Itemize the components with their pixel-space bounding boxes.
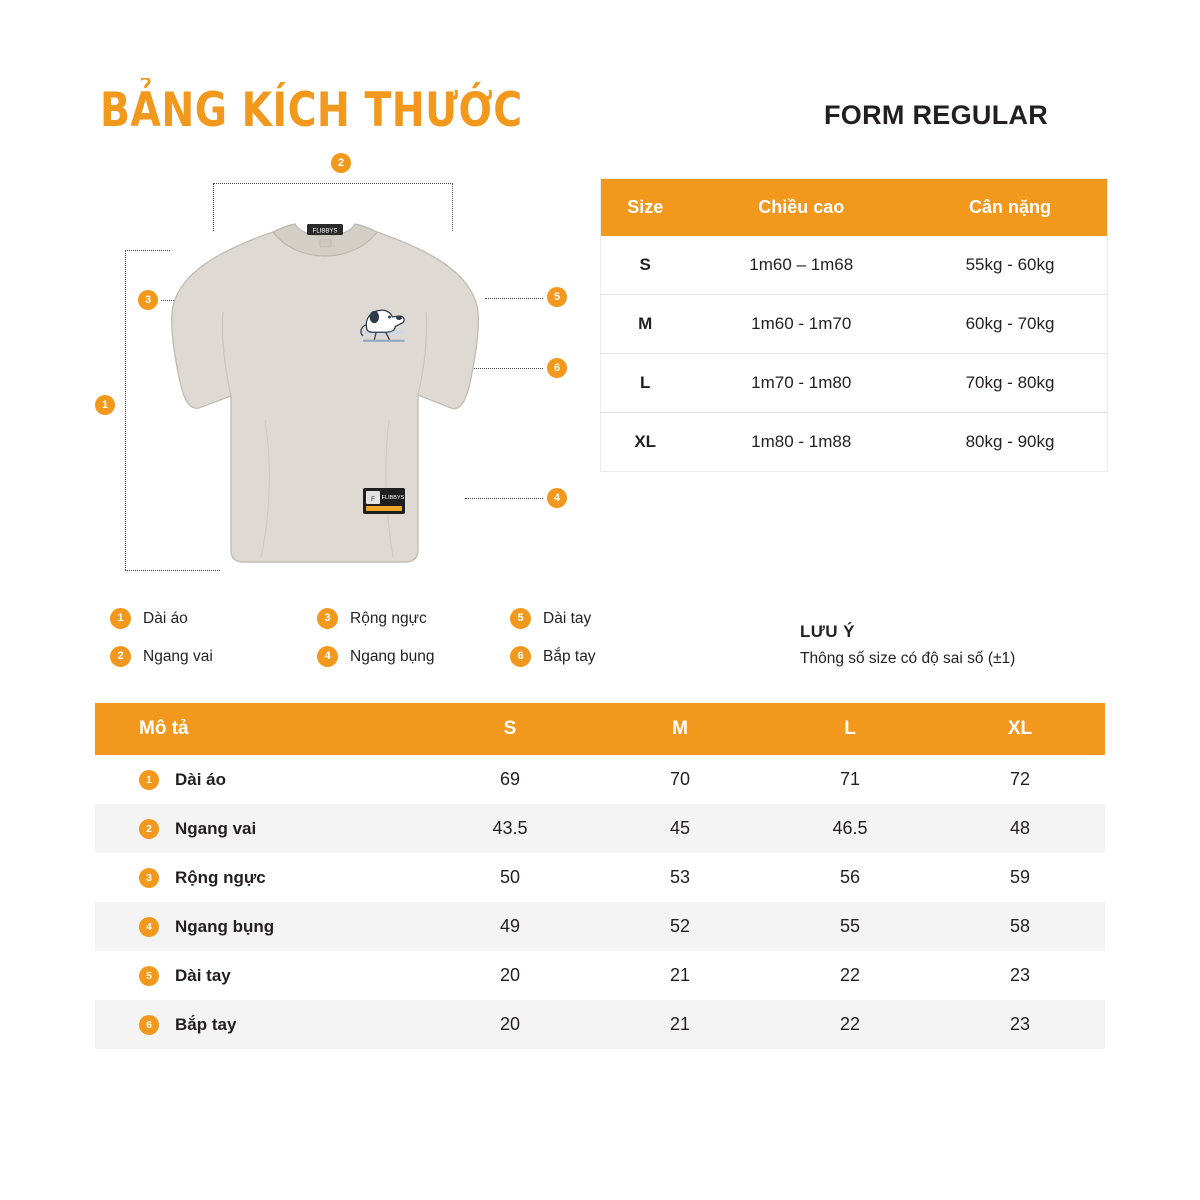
height-weight-table — [600, 178, 1108, 472]
legend-label-1: Dài áo — [143, 609, 188, 627]
marker-4: 4 — [547, 488, 567, 508]
bracket-1-top — [125, 250, 170, 251]
legend-marker-5: 5 — [510, 608, 531, 629]
legend-marker-6: 6 — [510, 646, 531, 667]
legend-label-2: Ngang vai — [143, 647, 213, 665]
ms-5-l: 22 — [839, 965, 861, 985]
legend-marker-3: 3 — [317, 608, 338, 629]
row-label-3: Rộng ngực — [175, 867, 266, 887]
table-row — [95, 804, 1105, 853]
ms-3-xl: 59 — [1009, 867, 1031, 887]
legend-label-6: Bắp tay — [543, 647, 596, 665]
ms-6-s: 20 — [499, 1014, 521, 1034]
ms-1-l: 71 — [839, 769, 861, 789]
ms-5-xl: 23 — [1009, 965, 1031, 985]
hw-height-xl: 1m80 - 1m88 — [751, 432, 852, 451]
ms-label-4 — [95, 902, 425, 951]
tshirt-diagram — [95, 150, 595, 590]
table-row — [95, 902, 1105, 951]
ms-5-m: 21 — [669, 965, 691, 985]
marker-2: 2 — [331, 153, 351, 173]
legend-label-5: Dài tay — [543, 609, 592, 627]
ms-3-l: 56 — [839, 867, 861, 887]
note-text: Thông số size có độ sai số (±1) — [800, 650, 1016, 667]
ms-header-l: L — [765, 703, 935, 755]
ms-4-l: 55 — [839, 916, 861, 936]
tshirt-illustration — [165, 220, 510, 570]
row-marker-3: 3 — [139, 868, 159, 888]
ms-3-m: 53 — [669, 867, 691, 887]
hw-height-l: 1m70 - 1m80 — [689, 354, 913, 413]
ms-label-5 — [95, 951, 425, 1000]
row-label-6: Bắp tay — [175, 1014, 237, 1034]
row-marker-4: 4 — [139, 917, 159, 937]
marker-1: 1 — [95, 395, 115, 415]
row-marker-5: 5 — [139, 966, 159, 986]
legend-item-1 — [110, 608, 188, 629]
table-row — [95, 853, 1105, 902]
ms-header-s: S — [425, 703, 595, 755]
marker-6: 6 — [547, 358, 567, 378]
ms-header-m: M — [595, 703, 765, 755]
legend-marker-1: 1 — [110, 608, 131, 629]
ms-5-s: 20 — [499, 965, 521, 985]
ms-3-s: 50 — [499, 867, 521, 887]
table-row — [601, 236, 1108, 295]
row-label-5: Dài tay — [175, 965, 231, 985]
hw-size-xl: XL — [634, 432, 657, 451]
hw-height-m: 1m60 - 1m70 — [689, 295, 913, 354]
legend-item-2 — [110, 646, 213, 667]
legend-item-5 — [510, 608, 591, 629]
ms-2-m: 45 — [669, 818, 691, 838]
hw-header-weight: Cân nặng — [913, 179, 1107, 237]
ms-label-6 — [95, 1000, 425, 1049]
table-row — [601, 354, 1108, 413]
table-row — [95, 951, 1105, 1000]
row-marker-1: 1 — [139, 770, 159, 790]
ms-4-s: 49 — [499, 916, 521, 936]
svg-text:F: F — [371, 497, 375, 503]
ms-6-xl: 23 — [1009, 1014, 1031, 1034]
ms-2-s: 43.5 — [492, 818, 528, 838]
row-marker-2: 2 — [139, 819, 159, 839]
ms-1-s: 69 — [499, 769, 521, 789]
note-block — [800, 622, 1140, 668]
row-label-1: Dài áo — [175, 769, 227, 789]
ms-header-desc: Mô tả — [95, 703, 425, 755]
measurement-table — [95, 703, 1105, 1049]
legend-label-4: Ngang bụng — [350, 647, 435, 665]
ms-6-l: 22 — [839, 1014, 861, 1034]
ms-2-l: 46.5 — [832, 818, 868, 838]
hw-weight-s: 55kg - 60kg — [913, 236, 1107, 295]
hw-weight-l: 70kg - 80kg — [913, 354, 1107, 413]
row-marker-6: 6 — [139, 1015, 159, 1035]
ms-label-1 — [95, 755, 425, 804]
hw-header-size: Size — [601, 179, 690, 237]
ms-1-m: 70 — [669, 769, 691, 789]
ms-4-m: 52 — [669, 916, 691, 936]
ms-6-m: 21 — [669, 1014, 691, 1034]
svg-text:FLIBBYS: FLIBBYS — [312, 228, 338, 235]
table-row — [95, 755, 1105, 804]
ms-header-xl: XL — [935, 703, 1105, 755]
legend-marker-2: 2 — [110, 646, 131, 667]
hw-size-l: L — [601, 354, 690, 413]
table-row — [601, 413, 1108, 472]
note-title: LƯU Ý — [800, 622, 855, 641]
table-row — [95, 1000, 1105, 1049]
bracket-1-v — [125, 250, 126, 570]
table-header-row — [601, 179, 1108, 237]
ms-label-2 — [95, 804, 425, 853]
ms-2-xl: 48 — [1009, 818, 1031, 838]
row-label-2: Ngang vai — [175, 818, 257, 838]
hw-size-s: S — [601, 236, 690, 295]
hem-tag — [363, 488, 405, 514]
marker-5: 5 — [547, 287, 567, 307]
hw-header-height: Chiều cao — [689, 179, 913, 237]
bracket-2-top — [213, 183, 453, 184]
hw-weight-xl: 80kg - 90kg — [965, 432, 1055, 451]
page-title: BẢNG KÍCH THƯỚC — [100, 83, 523, 138]
ms-1-xl: 72 — [1009, 769, 1031, 789]
table-row — [601, 295, 1108, 354]
legend-item-4 — [317, 646, 434, 667]
hw-height-s: 1m60 – 1m68 — [689, 236, 913, 295]
marker-3: 3 — [138, 290, 158, 310]
legend-label-3: Rộng ngực — [350, 609, 427, 627]
form-title: FORM REGULAR — [824, 100, 1049, 130]
ms-4-xl: 58 — [1009, 916, 1031, 936]
svg-text:FLIBBYS: FLIBBYS — [381, 495, 405, 501]
row-label-4: Ngang bụng — [175, 916, 275, 936]
legend — [110, 608, 630, 688]
hw-size-m: M — [601, 295, 690, 354]
legend-marker-4: 4 — [317, 646, 338, 667]
ms-label-3 — [95, 853, 425, 902]
legend-item-6 — [510, 646, 596, 667]
table-header-row — [95, 703, 1105, 755]
legend-item-3 — [317, 608, 427, 629]
hw-weight-m: 60kg - 70kg — [913, 295, 1107, 354]
